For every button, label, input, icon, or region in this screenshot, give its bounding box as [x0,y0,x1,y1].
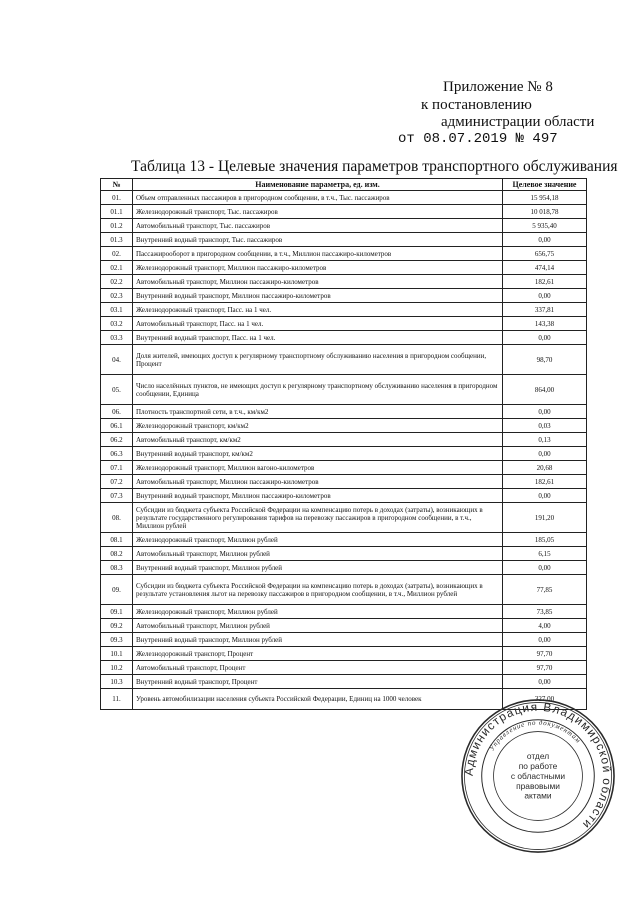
row-value: 15 954,18 [503,191,587,205]
row-parameter: Железнодорожный транспорт, км/км2 [133,419,503,433]
row-number: 01.3 [101,233,133,247]
table-row [101,419,587,433]
table-row [101,661,587,675]
row-parameter: Внутренний водный транспорт, Тыс. пассажиров [133,233,503,247]
row-parameter: Внутренний водный транспорт, км/км2 [133,447,503,461]
row-number: 08.3 [101,561,133,575]
row-parameter: Железнодорожный транспорт, Миллион рублей [133,605,503,619]
table-row [101,675,587,689]
row-value: 327,00 [503,689,587,710]
row-parameter: Железнодорожный транспорт, Пасс. на 1 чел. [133,303,503,317]
table-row [101,547,587,561]
row-number: 07.2 [101,475,133,489]
row-number: 08.2 [101,547,133,561]
row-parameter: Объем отправленных пассажиров в пригородном сообщении, в т.ч., Тыс. пассажиров [133,191,503,205]
row-number: 07.3 [101,489,133,503]
row-value: 97,70 [503,661,587,675]
row-parameter: Внутренний водный транспорт, Миллион рублей [133,561,503,575]
table-row [101,433,587,447]
table-row [101,331,587,345]
row-value: 0,00 [503,489,587,503]
stamp-center-line: с областными [510,770,566,781]
table-row [101,647,587,661]
table-header-row [101,179,587,191]
row-number: 05. [101,375,133,405]
stamp-inner-ring-text: Управление по документам [488,719,582,753]
table-row [101,247,587,261]
row-parameter: Автомобильный транспорт, Миллион пассажиро-километров [133,475,503,489]
row-parameter: Железнодорожный транспорт, Миллион вагоно-километров [133,461,503,475]
column-header-parameter: Наименование параметра, ед. изм. [133,179,503,191]
appendix-administration-line: администрации области [441,114,595,130]
table-row [101,233,587,247]
row-number: 01.2 [101,219,133,233]
row-value: 5 935,40 [503,219,587,233]
appendix-resolution-line: к постановлению [421,97,532,113]
table-row [101,191,587,205]
row-number: 02.3 [101,289,133,303]
table-row [101,275,587,289]
official-stamp [459,697,617,855]
row-number: 02. [101,247,133,261]
row-value: 20,68 [503,461,587,475]
stamp-center-line: по работе [518,761,558,772]
row-parameter: Плотность транспортной сети, в т.ч., км/км2 [133,405,503,419]
row-value: 0,00 [503,633,587,647]
row-value: 6,15 [503,547,587,561]
row-parameter: Доля жителей, имеющих доступ к регулярному транспортному обслуживанию населения в пригородном сообщении, Процент [133,345,503,375]
table-row [101,345,587,375]
row-number: 04. [101,345,133,375]
row-value: 0,00 [503,331,587,345]
appendix-date-line: от 08.07.2019 № 497 [398,131,558,147]
row-number: 10.1 [101,647,133,661]
row-parameter: Железнодорожный транспорт, Миллион рублей [133,533,503,547]
row-value: 0,03 [503,419,587,433]
row-number: 03.2 [101,317,133,331]
table-row [101,303,587,317]
row-parameter: Железнодорожный транспорт, Процент [133,647,503,661]
column-header-value: Целевое значение [503,179,587,191]
row-parameter: Субсидии из бюджета субъекта Российской Федерации на компенсацию потерь в доходах (затраты), возникающих в результате установления льгот на перевозку пассажиров в пригородном сообщении, в т.ч., Миллион рублей [133,575,503,605]
row-value: 73,85 [503,605,587,619]
row-number: 02.2 [101,275,133,289]
row-parameter: Число населённых пунктов, не имеющих доступ к регулярному транспортному обслуживанию населения в пригородном сообщении, Единица [133,375,503,405]
row-value: 0,00 [503,675,587,689]
row-parameter: Внутренний водный транспорт, Пасс. на 1 чел. [133,331,503,345]
row-value: 0,00 [503,447,587,461]
row-parameter: Автомобильный транспорт, Миллион пассажиро-километров [133,275,503,289]
table-row [101,561,587,575]
table-row [101,503,587,533]
row-value: 0,00 [503,289,587,303]
table-row [101,261,587,275]
row-value: 77,85 [503,575,587,605]
row-value: 864,00 [503,375,587,405]
table-row [101,219,587,233]
table-row [101,447,587,461]
row-value: 337,81 [503,303,587,317]
row-parameter: Автомобильный транспорт, Процент [133,661,503,675]
table-row [101,317,587,331]
row-value: 0,00 [503,561,587,575]
row-number: 10.2 [101,661,133,675]
parameters-table [100,178,587,710]
table-row [101,575,587,605]
row-parameter: Автомобильный транспорт, Миллион рублей [133,619,503,633]
row-parameter: Железнодорожный транспорт, Миллион пассажиро-километров [133,261,503,275]
row-parameter: Внутренний водный транспорт, Миллион пассажиро-километров [133,489,503,503]
table-row [101,489,587,503]
table-row [101,375,587,405]
row-value: 98,70 [503,345,587,375]
row-value: 0,00 [503,405,587,419]
row-number: 06.2 [101,433,133,447]
row-parameter: Автомобильный транспорт, Миллион рублей [133,547,503,561]
stamp-center-line: правовыми [516,780,560,791]
row-value: 182,61 [503,275,587,289]
row-number: 09.2 [101,619,133,633]
row-value: 185,05 [503,533,587,547]
row-parameter: Субсидии из бюджета субъекта Российской Федерации на компенсацию потерь в доходах (затраты), возникающих в результате государственного регулирования тарифов на перевозку пассажиров в пригородном сообщении, в т.ч., Миллион рублей [133,503,503,533]
row-number: 03.1 [101,303,133,317]
stamp-center-text [511,751,566,801]
row-number: 07.1 [101,461,133,475]
table-row [101,633,587,647]
row-number: 03.3 [101,331,133,345]
row-number: 09. [101,575,133,605]
row-parameter: Автомобильный транспорт, км/км2 [133,433,503,447]
stamp-center-line: актами [524,790,552,801]
row-value: 10 018,78 [503,205,587,219]
row-parameter: Внутренний водный транспорт, Миллион рублей [133,633,503,647]
row-value: 182,61 [503,475,587,489]
table-row [101,205,587,219]
row-parameter: Железнодорожный транспорт, Тыс. пассажиров [133,205,503,219]
table-row [101,405,587,419]
row-number: 09.3 [101,633,133,647]
table-row [101,289,587,303]
row-value: 191,20 [503,503,587,533]
row-parameter: Внутренний водный транспорт, Процент [133,675,503,689]
row-parameter: Автомобильный транспорт, Тыс. пассажиров [133,219,503,233]
row-parameter: Пассажирооборот в пригородном сообщении, в т.ч., Миллион пассажиро-километров [133,247,503,261]
stamp-ring-text: Администрация Владимирской области [461,699,615,833]
row-number: 08. [101,503,133,533]
row-parameter: Автомобильный транспорт, Пасс. на 1 чел. [133,317,503,331]
stamp-center-line: отдел [526,751,550,762]
row-number: 01.1 [101,205,133,219]
table-row [101,475,587,489]
table-row [101,605,587,619]
row-number: 09.1 [101,605,133,619]
row-parameter: Внутренний водный транспорт, Миллион пассажиро-километров [133,289,503,303]
row-number: 08.1 [101,533,133,547]
row-number: 01. [101,191,133,205]
row-number: 06. [101,405,133,419]
row-number: 11. [101,689,133,710]
row-value: 97,70 [503,647,587,661]
row-value: 0,00 [503,233,587,247]
table-row [101,461,587,475]
row-value: 474,14 [503,261,587,275]
row-number: 06.3 [101,447,133,461]
row-value: 143,38 [503,317,587,331]
row-value: 656,75 [503,247,587,261]
column-header-number: № [101,179,133,191]
row-number: 02.1 [101,261,133,275]
row-parameter: Уровень автомобилизации населения субъекта Российской Федерации, Единиц на 1000 человек [133,689,503,710]
table-row [101,533,587,547]
row-number: 10.3 [101,675,133,689]
row-value: 4,00 [503,619,587,633]
appendix-number: Приложение № 8 [443,79,553,95]
row-number: 06.1 [101,419,133,433]
row-value: 0,13 [503,433,587,447]
table-row [101,619,587,633]
table-title: Таблица 13 - Целевые значения параметров транспортного обслуживания [131,158,618,175]
